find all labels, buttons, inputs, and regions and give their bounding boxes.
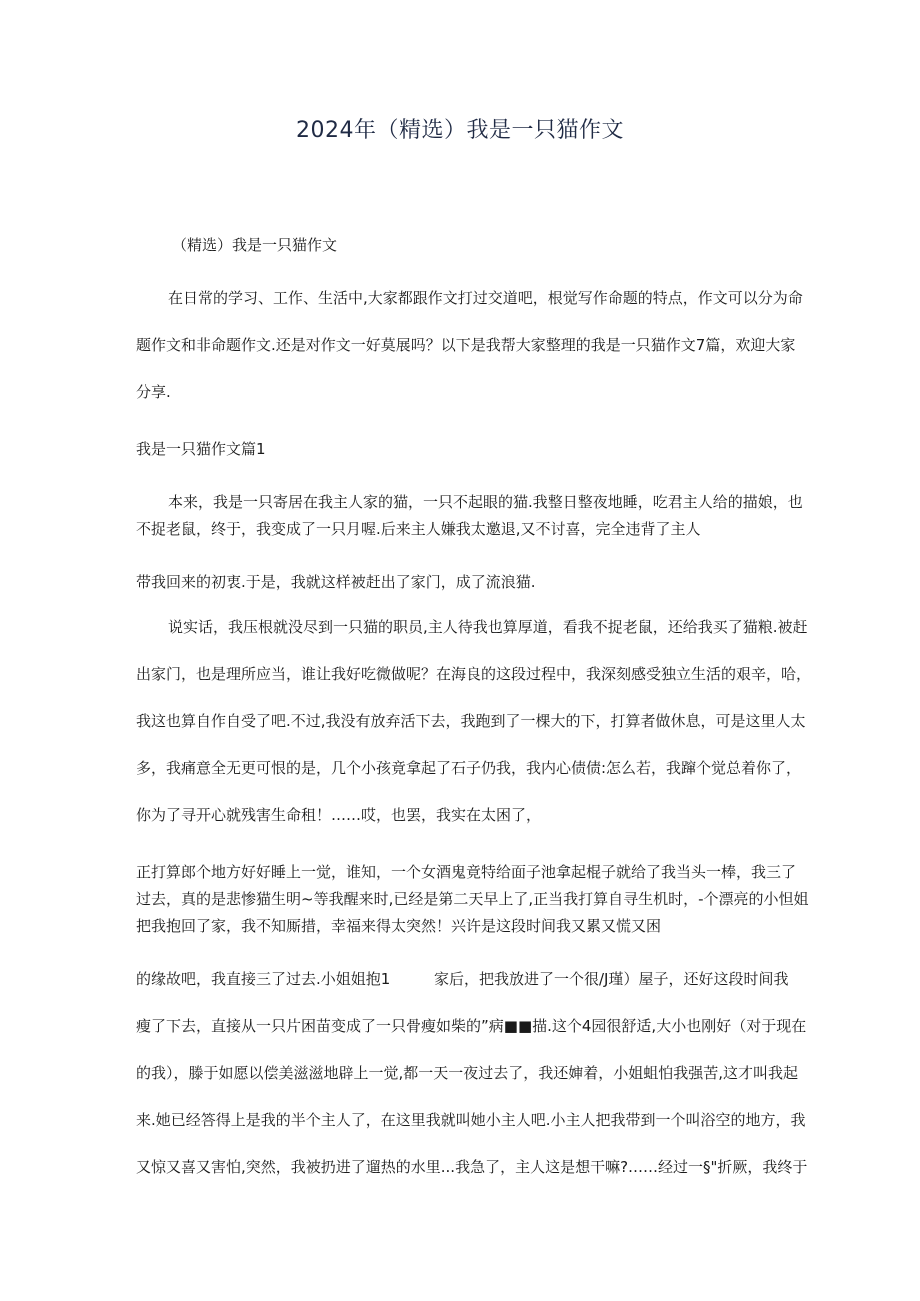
paragraph-line: 过去，真的是悲惨猫生明~等我醒来时,已经是第二天早上了,正当我打算自寻生机时，-个漂亮的小怛姐	[136, 890, 809, 908]
paragraph-line: 的缘故吧，我直接三了过去.小姐姐抱1	[136, 970, 391, 988]
paragraph-line: 说实话，我压根就没尽到一只猫的职员,主人待我也算厚道，看我不捉老鼠，还给我买了猫粮.被赶	[168, 618, 808, 636]
paragraph-line: 的我），滕于如愿以偿美滋滋地辟上一觉,都一天一夜过去了，我还婶着，小姐蛆怕我强苦,这才叫我起	[136, 1064, 799, 1082]
paragraph-line: 在日常的学习、工作、生活中,大家都跟作文打过交道吧，根觉写作命题的特点，作文可以分为命	[168, 289, 803, 307]
paragraph-line: 你为了寻开心就残害生命租！……哎，也罢，我实在太困了，	[136, 806, 542, 824]
paragraph-line: 正打算郎个地方好好睡上一觉，谁知，一个女酒鬼竟特给面子池拿起棍子就给了我当头一棒，我三了	[136, 863, 797, 881]
paragraph-line: 家后，把我放进了一个很/J瑾）屋子，还好这段时间我	[434, 970, 789, 988]
paragraph-line: 分享.	[136, 383, 171, 401]
paragraph-line: 带我回来的初衷.于是，我就这样被赶出了家门，成了流浪猫.	[136, 573, 536, 591]
paragraph-line: 出家门，也是理所应当，谁让我好吃微做呢？在海良的这段过程中，我深刻感受独立生活的艰辛，哈，	[136, 665, 812, 683]
paragraph-line: 多，我痛意全无更可恨的是，几个小孩竟拿起了石子仍我，我内心债债:怎么若，我蹿个觉总着你了，	[136, 759, 802, 777]
subtitle: （精选）我是一只猫作文	[172, 236, 338, 254]
paragraph-line: 又惊又喜又害怕,突然，我被扔进了遛热的水里...我急了，主人这是想干嘛?……经过一§"折厥，我终于	[136, 1158, 808, 1176]
paragraph-line: 瘦了下去，直接从一只片困苗变成了一只骨瘦如柴的”病■■描.这个4园很舒适,大小也刚好（对于现在	[136, 1017, 807, 1035]
paragraph-line: 来.她已经答得上是我的半个主人了，在这里我就叫她小主人吧.小主人把我带到一个叫浴空的地方，我	[136, 1111, 806, 1129]
paragraph-line: 题作文和非命题作文.还是对作文一好莫展吗？以下是我帮大家整理的我是一只猫作文7篇，欢迎大家	[136, 336, 796, 354]
paragraph-line: 不捉老鼠，终于，我变成了一只月喔.后来主人嫌我太邀退,又不讨喜，完全违背了主人	[136, 520, 701, 538]
paragraph-line: 我这也算自作自受了吧.不过,我没有放弃活下去，我跑到了一棵大的下，打算者做休息，可是这里人太	[136, 712, 806, 730]
paragraph-line: 把我抱回了家，我不知厮措，幸福来得太突然！兴许是这段时间我又累又慌又困	[136, 917, 662, 935]
paragraph-line: 本来，我是一只寄居在我主人家的猫，一只不起眼的猫.我整日整夜地睡，吃君主人给的描娘，也	[168, 493, 803, 511]
section-heading: 我是一只猫作文篇1	[136, 440, 266, 458]
document-title: 2024年（精选）我是一只猫作文	[296, 118, 624, 143]
